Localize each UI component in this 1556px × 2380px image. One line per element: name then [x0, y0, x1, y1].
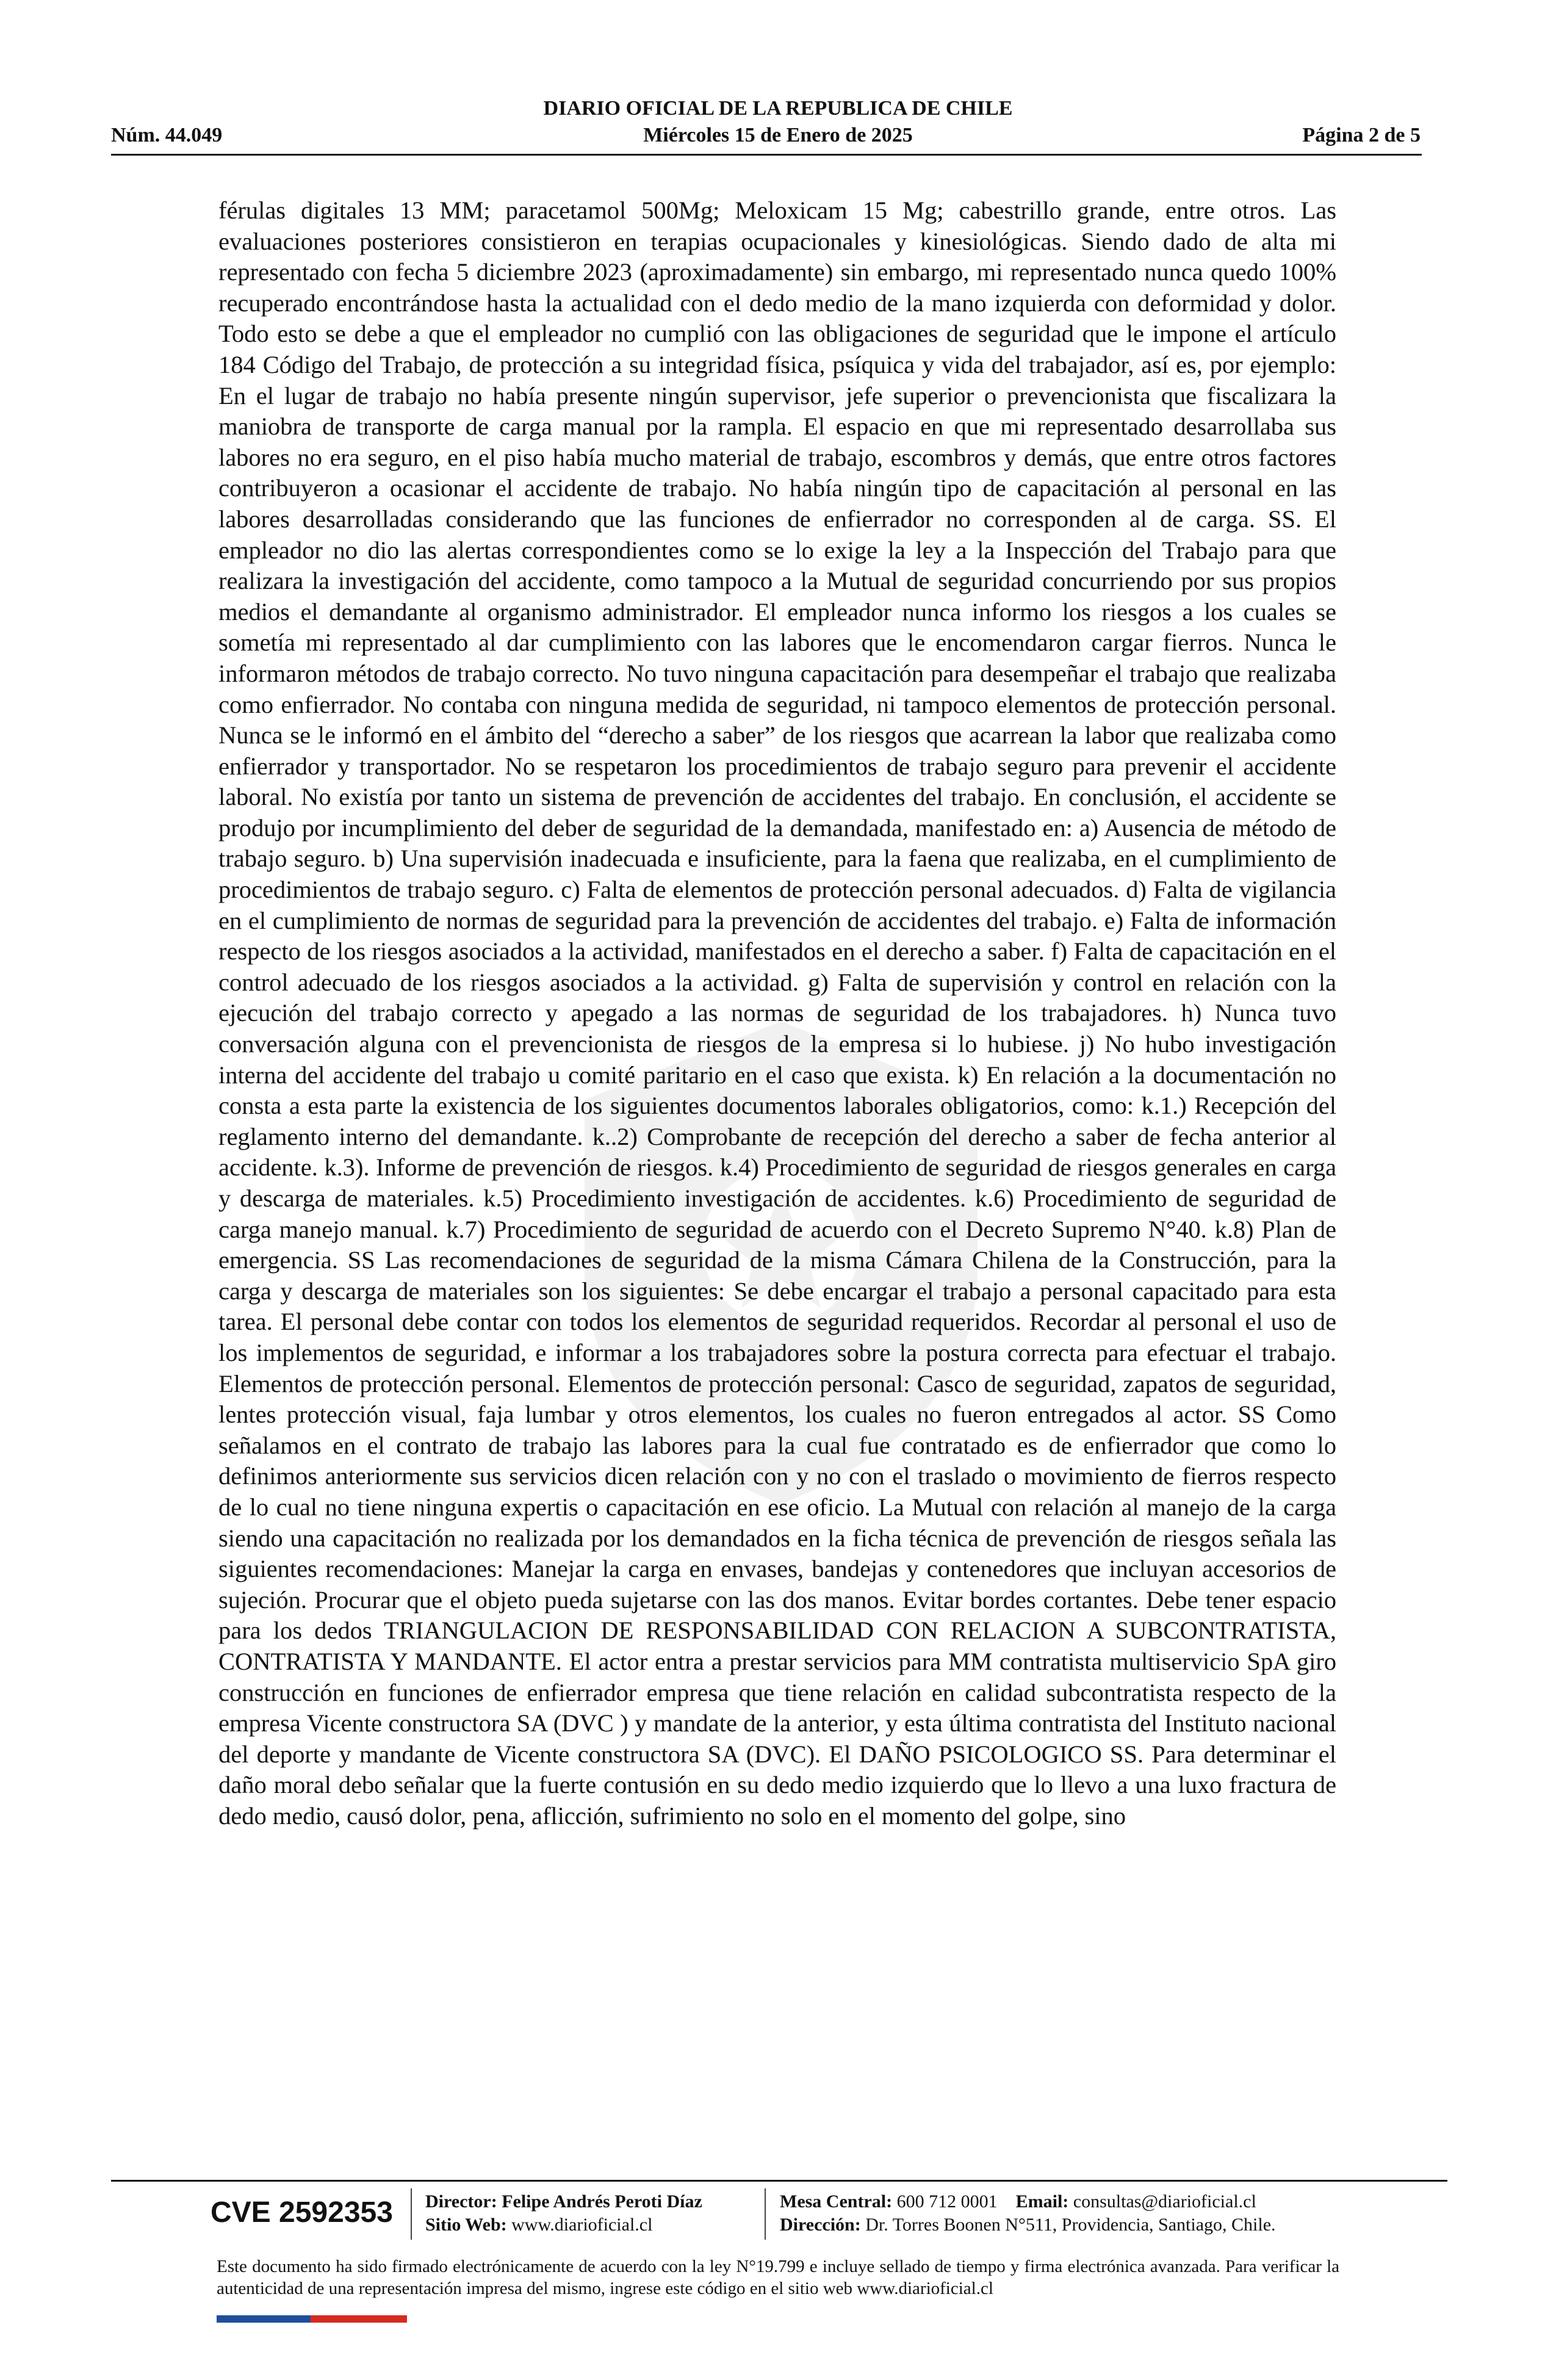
phone-label: Mesa Central:	[780, 2191, 893, 2212]
header-divider	[111, 154, 1422, 156]
footer-director	[425, 2191, 702, 2213]
website-label: Sitio Web:	[425, 2215, 507, 2235]
address-value: Dr. Torres Boonen N°511, Providencia, Santiago, Chile.	[865, 2215, 1276, 2235]
email-label: Email:	[1015, 2191, 1069, 2212]
director-name: Felipe Andrés Peroti Díaz	[502, 2191, 702, 2212]
body-paragraph: férulas digitales 13 MM; paracetamol 500Mg; Meloxicam 15 Mg; cabestrillo grande, entre otros. Las evaluaciones posteriores consistieron en terapias ocupacionales y kinesiológicas. Siendo dado de alta mi representado con fecha 5 diciembre 2023 (aproximadamente) sin embargo, mi representado nunca quedo 100% recuperado encontrándose hasta la actualidad con el dedo medio de la mano izquierda con deformidad y dolor. Todo esto se debe a que el empleador no cumplió con las obligaciones de seguridad que le impone el artículo 184 Código del Trabajo, de protección a su integridad física, psíquica y vida del trabajador, así es, por ejemplo: En el lugar de trabajo no había presente ningún supervisor, jefe superior o prevencionista que fiscalizara la maniobra de transporte de carga manual por la rampla. El espacio en que mi representado desarrollaba sus labores no era seguro, en el piso había mucho material de trabajo, escombros y demás, que entre otros factores contribuyeron a ocasionar el accidente de trabajo. No había ningún tipo de capacitación al personal en las labores desarrolladas considerando que las funciones de enfierrador no corresponden al de carga. SS. El empleador no dio las alertas correspondientes como se lo exige la ley a la Inspección del Trabajo para que realizara la investigación del accidente, como tampoco a la Mutual de seguridad concurriendo por sus propios medios el demandante al organismo administrador. El empleador nunca informo los riesgos a los cuales se sometía mi representado al dar cumplimiento con las labores que le encomendaron cargar fierros. Nunca le informaron métodos de trabajo correcto. No tuvo ninguna capacitación para desempeñar el trabajo que realizaba como enfierrador. No contaba con ninguna medida de seguridad, ni tampoco elementos de protección personal. Nunca se le informó en el ámbito del “derecho a saber” de los riesgos que acarrean la labor que realizaba como enfierrador y transportador. No se respetaron los procedimientos de trabajo seguro para prevenir el accidente laboral. No existía por tanto un sistema de prevención de accidentes del trabajo. En conclusión, el accidente se produjo por incumplimiento del deber de seguridad de la demandada, manifestado en: a) Ausencia de método de trabajo seguro. b) Una supervisión inadecuada e insuficiente, para la faena que realizaba, en el cumplimiento de procedimientos de trabajo seguro. c) Falta de elementos de protección personal adecuados. d) Falta de vigilancia en el cumplimiento de normas de seguridad para la prevención de accidentes del trabajo. e) Falta de información respecto de los riesgos asociados a la actividad, manifestados en el derecho a saber. f) Falta de capacitación en el control adecuado de los riesgos asociados a la actividad. g) Falta de supervisión y control en relación con la ejecución del trabajo correcto y apegado a las normas de seguridad de los trabajadores. h) Nunca tuvo conversación alguna con el prevencionista de riesgos de la empresa si lo hubiese. j) No hubo investigación interna del accidente del trabajo u comité paritario en el caso que exista. k) En relación a la documentación no consta a esta parte la existencia de los siguientes documentos laborales obligatorios, como: k.1.) Recepción del reglamento interno del demandante. k..2) Comprobante de recepción del derecho a saber de fecha anterior al accidente. k.3). Informe de prevención de riesgos. k.4) Procedimiento de seguridad de riesgos generales en carga y descarga de materiales. k.5) Procedimiento investigación de accidentes. k.6) Procedimiento de seguridad de carga manejo manual. k.7) Procedimiento de seguridad de acuerdo con el Decreto Supremo N°40. k.8) Plan de emergencia. SS Las recomendaciones de seguridad de la misma Cámara Chilena de la Construcción, para la carga y descarga de materiales son los siguientes: Se debe encargar el trabajo a personal capacitado para esta tarea. El personal debe contar con todos los elementos de seguridad requeridos. Recordar al personal el uso de los implementos de seguridad, e informar a los trabajadores sobre la postura correcta para efectuar el trabajo. Elementos de protección personal. Elementos de protección personal: Casco de seguridad, zapatos de seguridad, lentes protección visual, faja lumbar y otros elementos, los cuales no fueron entregados al actor. SS Como señalamos en el contrato de trabajo las labores para la cual fue contratado es de enfierrador que como lo definimos anteriormente sus servicios dicen relación con y no con el traslado o movimiento de fierros respecto de lo cual no tiene ninguna expertis o capacitación en ese oficio. La Mutual con relación al manejo de la carga siendo una capacitación no realizada por los demandados en la ficha técnica de prevención de riesgos señala las siguientes recomendaciones: Manejar la carga en envases, bandejas y contenedores que incluyan accesorios de sujeción. Procurar que el objeto pueda sujetarse con las dos manos. Evitar bordes cortantes. Debe tener espacio para los dedos TRIANGULACION DE RESPONSABILIDAD CON RELACION A SUBCONTRATISTA, CONTRATISTA Y MANDANTE. El actor entra a prestar servicios para MM contratista multiservicio SpA giro construcción en funciones de enfierrador empresa que tiene relación en calidad subcontratista respecto de la empresa Vicente constructora SA (DVC ) y mandate de la anterior, y esta última contratista del Instituto nacional del deporte y mandante de Vicente constructora SA (DVC). El DAÑO PSICOLOGICO SS. Para determinar el daño moral debo señalar que la fuerte contusión en su dedo medio izquierdo que lo llevo a una luxo fractura de dedo medio, causó dolor, pena, aflicción, sufrimiento no solo en el momento del golpe, sino	[218, 197, 1336, 1830]
website-link[interactable]: www.diarioficial.cl	[511, 2215, 653, 2235]
cve-code: CVE 2592353	[211, 2196, 393, 2229]
flag-blue-segment	[217, 2315, 311, 2323]
footer-separator	[411, 2188, 412, 2240]
footer-website	[425, 2214, 652, 2236]
flag-color-bar	[217, 2315, 407, 2323]
email-link[interactable]: consultas@diarioficial.cl	[1073, 2191, 1256, 2212]
footer-contact	[780, 2191, 1256, 2213]
footer-disclaimer: Este documento ha sido firmado electrónicamente de acuerdo con la ley N°19.799 e incluye sellado de tiempo y firma electrónica avanzada. Para verificar la autenticidad de una representación impresa del mismo, ingrese este código en el sitio web www.diarioficial.cl	[217, 2257, 1339, 2298]
phone-value: 600 712 0001	[896, 2191, 998, 2212]
footer-address	[780, 2214, 1276, 2236]
flag-red-segment	[311, 2315, 407, 2323]
issue-date: Miércoles 15 de Enero de 2025	[643, 124, 913, 146]
director-label: Director:	[425, 2191, 497, 2212]
newspaper-title: DIARIO OFICIAL DE LA REPUBLICA DE CHILE	[543, 97, 1013, 120]
page-number: Página 2 de 5	[1302, 124, 1421, 146]
issue-number: Núm. 44.049	[111, 124, 223, 146]
address-label: Dirección:	[780, 2215, 861, 2235]
footer-divider	[111, 2180, 1447, 2182]
footer-separator	[765, 2188, 766, 2240]
